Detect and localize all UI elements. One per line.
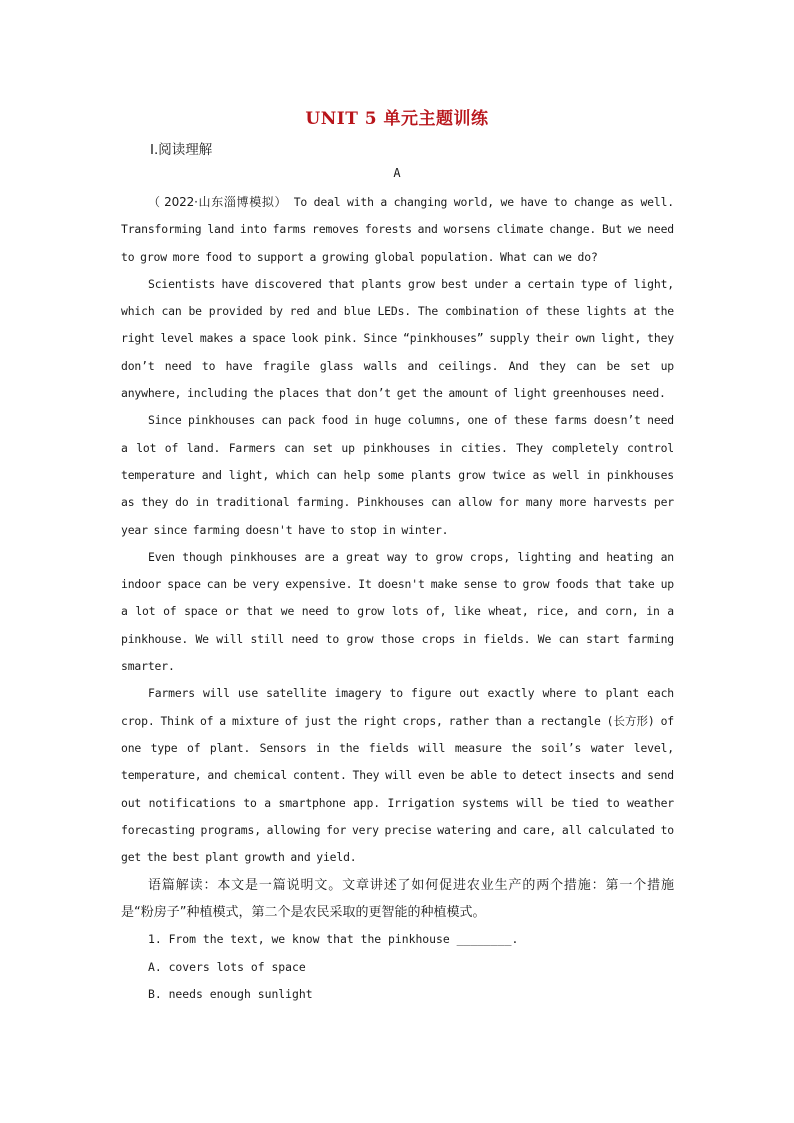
- section-heading: Ⅰ.阅读理解: [150, 142, 213, 158]
- passage-analysis: 语篇解读：本文是一篇说明文。文章讲述了如何促进农业生产的两个措施：第一个措施是“粉房子”种植模式，第二个是农民采取的更智能的种植模式。: [121, 878, 674, 921]
- reading-passage: [121, 189, 674, 1008]
- question-1-stem: 1. From the text, we know that the pinkhouse ________.: [148, 932, 519, 947]
- source-note: （ 2022·山东淄博模拟）: [148, 195, 288, 209]
- question-1-option-a: A. covers lots of space: [148, 959, 306, 974]
- paragraph-1-text: To deal with a changing world, we have to change as well. Transforming land into farms removes forests and worsens climate change. But we need to grow more food to support a growing global population. What can we do?: [121, 195, 674, 264]
- page-title: UNIT 5 单元主题训练: [305, 109, 489, 129]
- paragraph-1: [121, 189, 674, 271]
- paragraph-3: Since pinkhouses can pack food in huge columns, one of these farms doesn’t need a lot of land. Farmers can set up pinkhouses in cities. They completely control temperature and light, which can help some plants grow twice as well in pinkhouses as they do in traditional farming. Pinkhouses can allow for many more harvests per year since farming doesn't have to stop in winter.: [121, 413, 674, 537]
- question-1-option-b: B. needs enough sunlight: [148, 987, 313, 1002]
- passage-label: A: [393, 166, 401, 180]
- paragraph-5: Farmers will use satellite imagery to figure out exactly where to plant each crop. Think of a mixture of just the right crops, rather than a rectangle (长方形) of one type of plant. Sensors in the fields will measure the soil’s water level, temperature, and chemical content. They will even be able to detect insects and send out notifications to a smartphone app. Irrigation systems will be tied to weather forecasting programs, allowing for very precise watering and care, all calculated to get the best plant growth and yield.: [121, 686, 674, 865]
- paragraph-2: Scientists have discovered that plants grow best under a certain type of light, which can be provided by red and blue LEDs. The combination of these lights at the right level makes a space look pink. Since “pinkhouses” supply their own light, they don’t need to have fragile glass walls and ceilings. And they can be set up anywhere, including the places that don’t get the amount of light greenhouses need.: [121, 276, 674, 401]
- paragraph-4: Even though pinkhouses are a great way to grow crops, lighting and heating an indoor space can be very expensive. It doesn't make sense to grow foods that take up a lot of space or that we need to grow lots of, like wheat, rice, and corn, in a pinkhouse. We will still need to grow those crops in fields. We can start farming smarter.: [121, 549, 674, 674]
